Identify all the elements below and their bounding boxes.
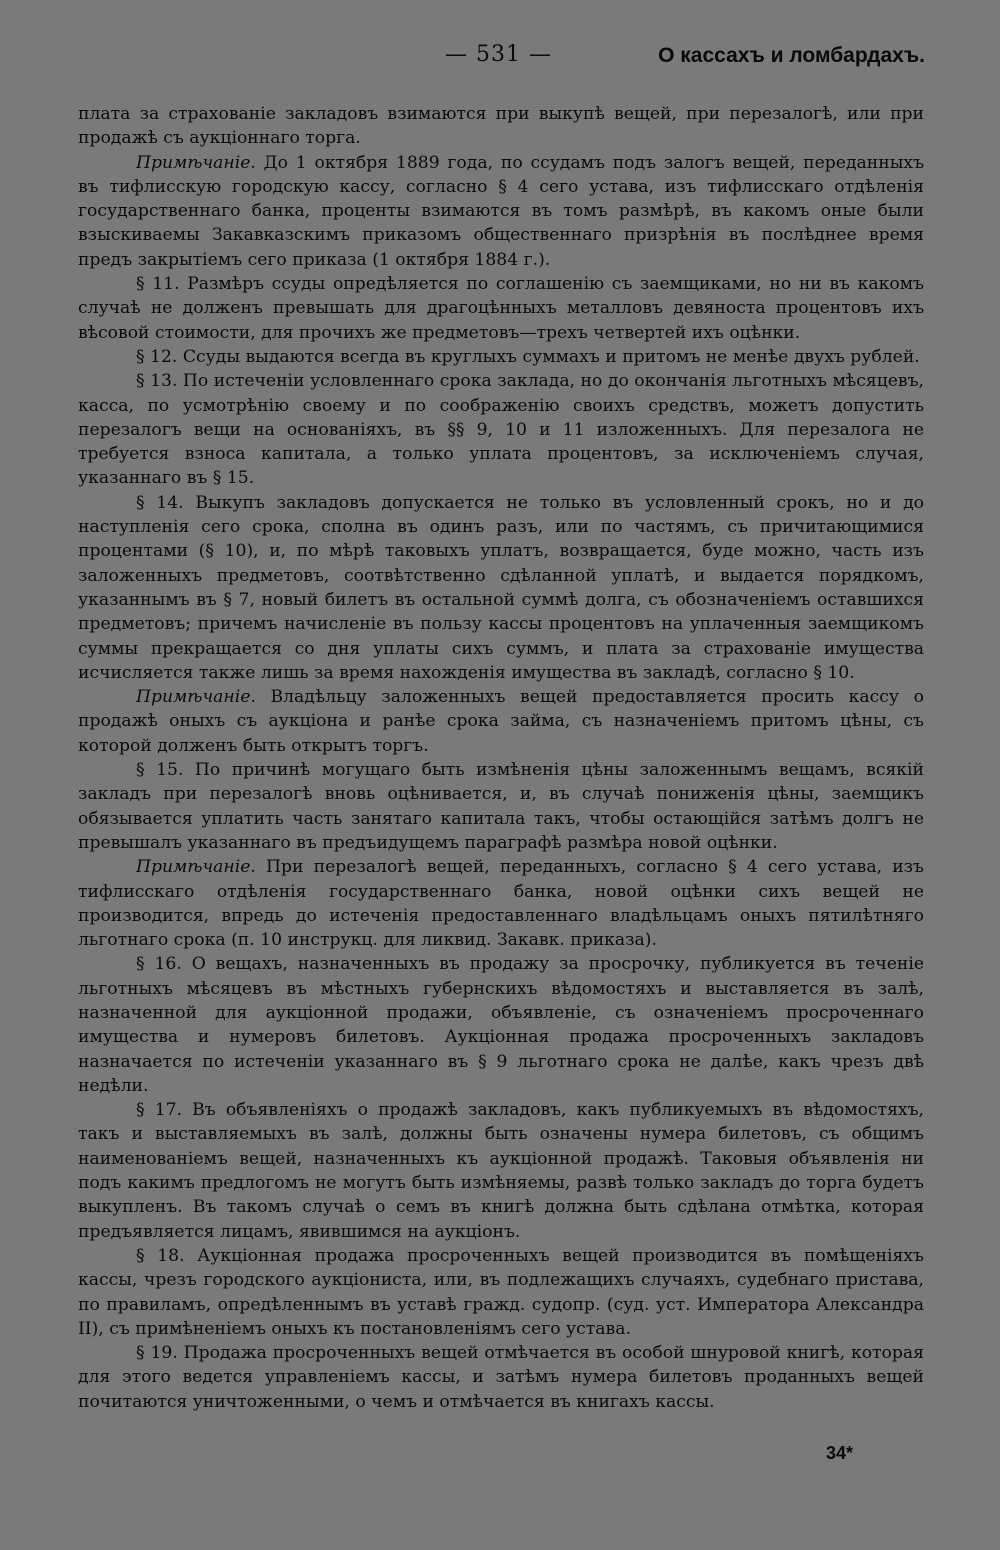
paragraph-text: § 17. Въ объявленіяхъ о продажѣ закладовъ, какъ публикуемыхъ въ вѣдомостяхъ, такъ и выставляемыхъ въ залѣ, должны быть означены нумера билетовъ, съ общимъ наименованіемъ вещей, назначенныхъ къ аукціонной продажѣ. Таковыя объявленія ни подъ какимъ предлогомъ не могутъ быть измѣняемы, развѣ только закладъ до торга будетъ выкупленъ. Въ такомъ случаѣ о семъ въ книгѣ должна быть сдѣлана отмѣтка, которая предъявляется лицамъ, явившимся на аукціонъ. bbox=[78, 1100, 924, 1242]
section-14 bbox=[78, 491, 924, 685]
paragraph-text: § 15. По причинѣ могущаго быть измѣненія цѣны заложеннымъ вещамъ, всякій закладъ при перезалогѣ вновь оцѣнивается, и, въ случаѣ пониженія цѣны, заемщикъ обязывается уплатить часть занятаго капитала такъ, чтобы остающійся затѣмъ долгъ не превышалъ указаннаго въ предъидущемъ параграфѣ размѣра новой оцѣнки. bbox=[78, 760, 924, 853]
paragraph-text: § 19. Продажа просроченныхъ вещей отмѣчается въ особой шнуровой книгѣ, которая для этого ведется управленіемъ кассы, и затѣмъ нумера билетовъ проданныхъ вещей почитаются уничтоженными, о чемъ и отмѣчается въ книгахъ кассы. bbox=[78, 1343, 924, 1412]
paragraph-continuation bbox=[78, 102, 924, 151]
paragraph-text: § 18. Аукціонная продажа просроченныхъ вещей производится въ помѣщеніяхъ кассы, чрезъ городского аукціониста, или, въ подлежащихъ случаяхъ, судебнаго пристава, по правиламъ, опредѣленнымъ въ уставѣ гражд. судопр. (суд. уст. Императора Александра II), съ примѣненіемъ оныхъ къ постановленіямъ сего устава. bbox=[78, 1245, 924, 1339]
note-paragraph bbox=[78, 855, 924, 952]
note-paragraph bbox=[78, 151, 924, 272]
section-12 bbox=[78, 345, 924, 369]
paragraph-text: плата за страхованіе закладовъ взимаются при выкупѣ вещей, при перезалогѣ, или при продажѣ съ аукціоннаго торга. bbox=[78, 104, 924, 149]
paragraph-text: До 1 октября 1889 года, по ссудамъ подъ залогъ вещей, переданныхъ въ тифлисскую городскую кассу, согласно § 4 сего устава, изъ тифлисскаго отдѣленія государственнаго банка, проценты взимаются въ томъ размѣрѣ, въ какомъ оные были взыскиваемы Закавказскимъ приказомъ общественнаго призрѣнія въ послѣднее время предъ закрытіемъ сего приказа (1 октября 1884 г.). bbox=[78, 152, 924, 270]
section-16 bbox=[78, 952, 924, 1098]
running-title: О кассахъ и ломбардахъ. bbox=[658, 44, 925, 67]
paragraph-text: § 14. Выкупъ закладовъ допускается не только въ условленный срокъ, но и до наступленія сего срока, сполна въ одинъ разъ, или по частямъ, съ причитающимися процентами (§ 10), и, по мѣрѣ таковыхъ уплатъ, возвращается, буде можно, часть изъ заложенныхъ предметовъ, соотвѣтственно сдѣланной уплатѣ, и выдается порядкомъ, указаннымъ въ § 7, новый билетъ въ остальной суммѣ долга, съ обозначеніемъ оставшихся предметовъ; причемъ начисленіе въ пользу кассы процентовъ на уплаченныя заемщикомъ суммы прекращается со дня уплаты сихъ суммъ, и плата за страхованіе имущества исчисляется также лишь за время нахожденія имущества въ закладѣ, согласно § 10. bbox=[78, 492, 924, 683]
note-paragraph bbox=[78, 685, 924, 758]
page-number: — 531 — bbox=[445, 42, 552, 67]
paragraph-text: § 13. По истеченіи условленнаго срока заклада, но до окончанія льготныхъ мѣсяцевъ, касса, по усмотрѣнію своему и по соображенію своихъ средствъ, можетъ допустить перезалогъ вещи на основаніяхъ, въ §§ 9, 10 и 11 изложенныхъ. Для перезалога не требуется взноса капитала, а только уплата процентовъ, за исключеніемъ случая, указаннаго въ § 15. bbox=[78, 371, 924, 489]
section-13 bbox=[78, 369, 924, 490]
section-15 bbox=[78, 758, 924, 855]
section-19 bbox=[78, 1341, 924, 1414]
note-label: Примѣчаніе. bbox=[136, 857, 256, 878]
signature-mark: 34* bbox=[826, 1443, 854, 1463]
paragraph-text: § 12. Ссуды выдаются всегда въ круглыхъ суммахъ и притомъ не менѣе двухъ рублей. bbox=[136, 346, 920, 367]
paragraph-text: § 11. Размѣръ ссуды опредѣляется по соглашенію съ заемщиками, но ни въ какомъ случаѣ не долженъ превышать для драгоцѣнныхъ металловъ девяноста процентовъ ихъ вѣсовой стоимости, для прочихъ же предметовъ—трехъ четвертей ихъ оцѣнки. bbox=[78, 274, 924, 343]
section-18 bbox=[78, 1244, 924, 1341]
paragraph-text: При перезалогѣ вещей, переданныхъ, согласно § 4 сего устава, изъ тифлисскаго отдѣленія государственнаго банка, новой оцѣнки сихъ вещей не производится, впредь до истеченія предоставленнаго владѣльцамъ оныхъ пятилѣтняго льготнаго срока (п. 10 инструкц. для ликвид. Закавк. приказа). bbox=[78, 857, 924, 951]
paragraph-text: Владѣльцу заложенныхъ вещей предоставляется просить кассу о продажѣ оныхъ съ аукціона и ранѣе срока займа, съ назначеніемъ притомъ цѣны, съ которой долженъ быть открытъ торгъ. bbox=[78, 687, 924, 756]
section-17 bbox=[78, 1098, 924, 1244]
section-11 bbox=[78, 272, 924, 345]
page-header bbox=[0, 38, 1000, 78]
note-label: Примѣчаніе. bbox=[136, 687, 256, 708]
paragraph-text: § 16. О вещахъ, назначенныхъ въ продажу за просрочку, публикуется въ теченіе льготныхъ мѣсяцевъ въ мѣстныхъ губернскихъ вѣдомостяхъ и выставляется въ залѣ, назначенной для аукціонной продажи, объявленіе, съ означеніемъ просроченнаго имущества и нумеровъ билетовъ. Аукціонная продажа просроченныхъ закладовъ назначается по истеченіи указаннаго въ § 9 льготнаго срока не далѣе, какъ чрезъ двѣ недѣли. bbox=[78, 954, 924, 1096]
body-text bbox=[78, 102, 924, 1414]
note-label: Примѣчаніе. bbox=[136, 152, 256, 173]
